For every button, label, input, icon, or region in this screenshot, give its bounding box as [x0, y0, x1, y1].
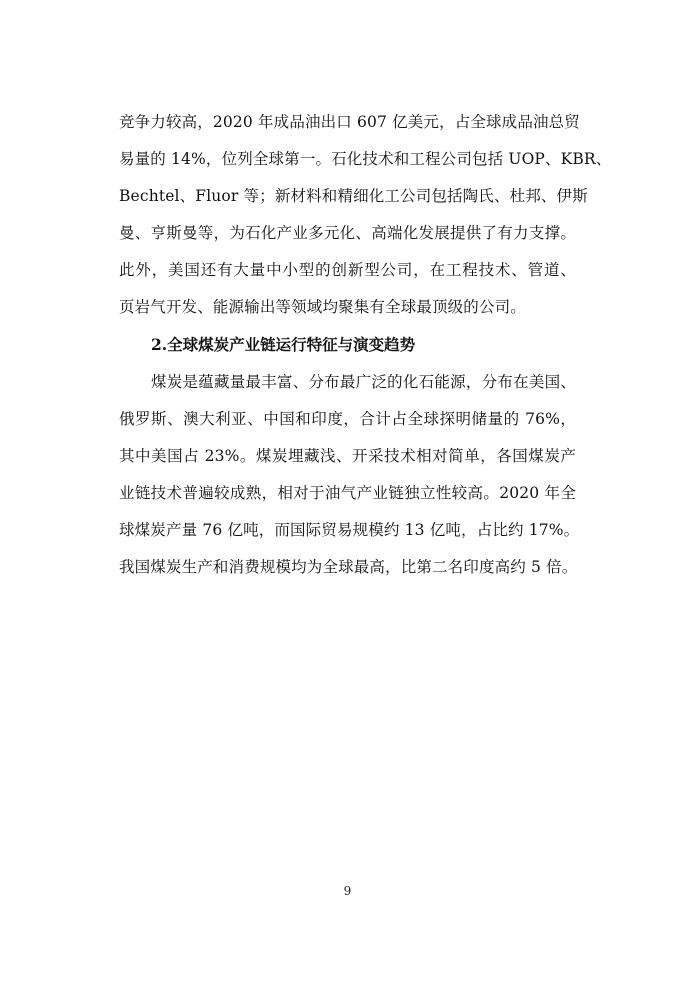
paragraph-1-line-3: Bechtel、Fluor 等；新材料和精细化工公司包括陶氏、杜邦、伊斯	[119, 187, 588, 205]
paragraph-1-line-2: 易量的 14%，位列全球第一。石化技术和工程公司包括 UOP、KBR、	[119, 150, 612, 168]
paragraph-1-line-1: 竞争力较高，2020 年成品油出口 607 亿美元，占全球成品油总贸	[119, 113, 580, 131]
paragraph-2-line-1: 煤炭是蕴藏量最丰富、分布最广泛的化石能源，分布在美国、	[151, 373, 576, 391]
paragraph-2-line-4: 业链技术普遍较成熟，相对于油气产业链独立性较高。2020 年全	[119, 484, 576, 502]
paragraph-2-line-3: 其中美国占 23%。煤炭埋藏浅、开采技术相对简单，各国煤炭产	[119, 447, 576, 465]
paragraph-2-line-5: 球煤炭产量 76 亿吨，而国际贸易规模约 13 亿吨，占比约 17%。	[119, 521, 580, 539]
paragraph-2-line-2: 俄罗斯、澳大利亚、中国和印度，合计占全球探明储量的 76%，	[119, 410, 576, 428]
paragraph-2-line-6: 我国煤炭生产和消费规模均为全球最高，比第二名印度高约 5 倍。	[119, 558, 578, 576]
paragraph-1-line-5: 此外，美国还有大量中小型的创新型公司，在工程技术、管道、	[119, 261, 576, 279]
paragraph-1-line-6: 页岩气开发、能源输出等领域均聚集有全球最顶级的公司。	[119, 298, 526, 316]
section-heading: 2.全球煤炭产业链运行特征与演变趋势	[151, 335, 416, 354]
paragraph-1-line-4: 曼、亨斯曼等，为石化产业多元化、高端化发展提供了有力支撑。	[119, 224, 576, 242]
page-number: 9	[343, 884, 352, 898]
